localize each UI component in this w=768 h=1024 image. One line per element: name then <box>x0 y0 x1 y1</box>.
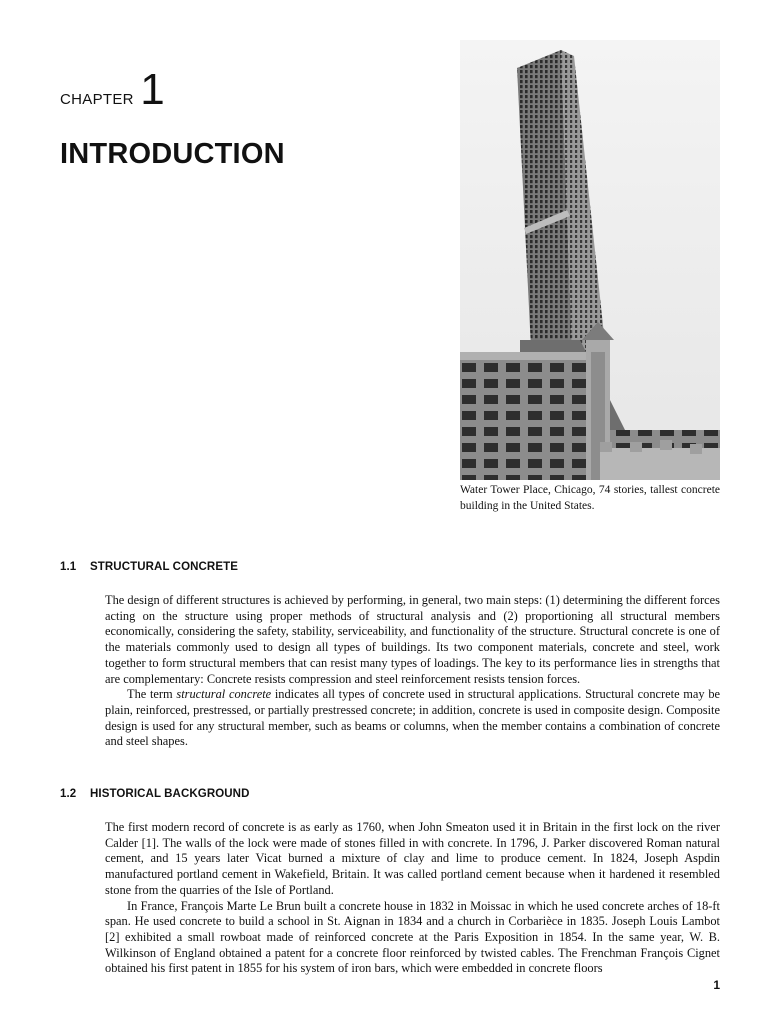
chapter-number: 1 <box>140 65 165 114</box>
chapter-word: CHAPTER <box>60 91 134 108</box>
section-body <box>105 820 720 977</box>
section-title: HISTORICAL BACKGROUND <box>90 788 250 800</box>
section-title: STRUCTURAL CONCRETE <box>90 561 238 573</box>
building-photo <box>460 40 720 480</box>
page-number: 1 <box>713 978 720 992</box>
chapter-title: INTRODUCTION <box>60 138 285 170</box>
section-heading <box>60 788 249 800</box>
paragraph: The first modern record of concrete is as early as 1760, when John Smeaton used it in Britain in the first lock on the river Calder [1]. The walls of the lock were made of stones filled in with concrete. In 1796, J. Parker discovered Roman natural cement, and 15 years later Vicat burned a mixture of clay and lime to produce cement. In 1824, Joseph Aspdin manufactured portland cement in Wakefield, Britain. It was called portland cement because when it hardened it resembled stone from the quarries of the Isle of Portland. <box>105 820 720 897</box>
figure-caption: Water Tower Place, Chicago, 74 stories, tallest concrete building in the United States. <box>460 484 720 512</box>
section-heading <box>60 561 238 573</box>
section-number: 1.1 <box>60 561 77 573</box>
paragraph-text: The term <box>127 687 177 702</box>
paragraph <box>105 687 720 750</box>
emphasized-term: structural concrete <box>176 687 272 702</box>
section-number: 1.2 <box>60 788 77 800</box>
paragraph-text: indicates all types of concrete used in structural applications. Structural concrete may be plain, reinforced, prestressed, or partially prestressed concrete; in addition, concrete is used in composite design. Composite design is used for any structural member, such as beams or columns, when the member contains a combination of concrete and steel shapes. <box>105 687 721 749</box>
section-body <box>105 593 720 750</box>
paragraph: The design of different structures is achieved by performing, in general, two main steps: (1) determining the different forces acting on the structure using proper methods of structural analysis and (2) proportioning all structural members economically, considering the safety, stability, serviceability, and functionality of the structure. Structural concrete is one of the materials commonly used to design all types of buildings. Its two component materials, concrete and steel, work together to form structural members that can resist many types of loadings. The key to its performance lies in strengths that are complementary: Concrete resists compression and steel reinforcement resists tension forces. <box>105 593 720 686</box>
chapter-label <box>60 65 165 114</box>
paragraph: In France, François Marte Le Brun built a concrete house in 1832 in Moissac in which he used concrete arches of 18-ft span. He used concrete to build a school in St. Aignan in 1834 and a church in Corbarièce in 1835. Joseph Louis Lambot [2] exhibited a small rowboat made of reinforced concrete at the Paris Exposition in 1854. In the same year, W. B. Wilkinson of England obtained a patent for a concrete floor reinforced by twisted cables. The Frenchman François Cignet obtained his first patent in 1855 for his system of iron bars, which were embedded in concrete floors <box>105 898 720 976</box>
